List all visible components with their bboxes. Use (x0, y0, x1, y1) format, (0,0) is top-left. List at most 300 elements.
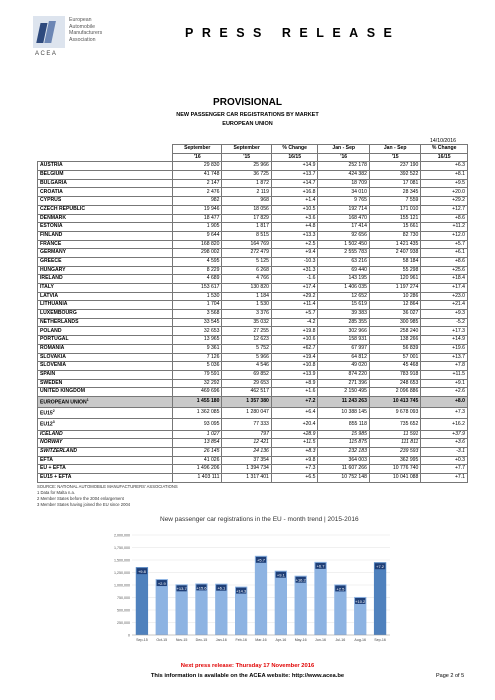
country-cell: HUNGARY (38, 266, 173, 275)
value-cell: 2 119 (222, 188, 271, 197)
value-cell: +9.4 (271, 249, 318, 258)
chart-bar (215, 584, 227, 635)
bar-data-label: +7.2 (376, 564, 385, 570)
value-cell: +19.6 (421, 344, 468, 353)
value-cell: 130 820 (222, 284, 271, 293)
value-cell: -1.6 (271, 275, 318, 284)
value-cell: 1 502 450 (318, 240, 369, 249)
value-cell: +8.6 (421, 257, 468, 266)
press-release-title: PRESS RELEASE (185, 26, 401, 40)
value-cell: 1 872 (222, 179, 271, 188)
value-cell: 8 229 (173, 266, 222, 275)
x-tick-label: Dec-15 (195, 638, 208, 642)
value-cell: +3.6 (271, 214, 318, 223)
value-cell: 24 136 (222, 447, 271, 456)
value-cell: 6 268 (222, 266, 271, 275)
value-cell: 45 468 (369, 362, 420, 371)
value-cell: 874 220 (318, 370, 369, 379)
bar-data-label: +9.8 (137, 568, 146, 574)
value-cell: 55 298 (369, 266, 420, 275)
x-tick-label: Apr-16 (275, 638, 287, 642)
table-row (38, 249, 468, 258)
value-cell: +29.2 (421, 197, 468, 206)
value-cell: 2 407 938 (369, 249, 420, 258)
value-cell: +8.3 (271, 447, 318, 456)
table-row (38, 205, 468, 214)
value-cell: +13.9 (271, 370, 318, 379)
col-header: % Change (421, 145, 468, 154)
value-cell: 12 652 (318, 292, 369, 301)
value-cell: 11 243 263 (318, 396, 369, 407)
value-cell: 69 440 (318, 266, 369, 275)
chart-bar (334, 584, 346, 635)
value-cell: 158 931 (318, 336, 369, 345)
table-row (38, 275, 468, 284)
value-cell: 258 240 (369, 327, 420, 336)
table-row (38, 310, 468, 319)
country-cell: IRELAND (38, 275, 173, 284)
value-cell: +4.8 (271, 223, 318, 232)
value-cell: 18 056 (222, 205, 271, 214)
col-header: September (173, 145, 222, 154)
country-cell: EU15 + EFTA (38, 473, 173, 482)
value-cell: +17.4 (421, 284, 468, 293)
value-cell: 19 946 (173, 205, 222, 214)
value-cell: 1 496 206 (173, 465, 222, 474)
table-row (38, 223, 468, 232)
value-cell: 77 333 (222, 419, 271, 430)
value-cell: 25 966 (222, 162, 271, 171)
acea-logo (33, 16, 193, 56)
table-row (38, 439, 468, 448)
report-subtitle: NEW PASSENGER CAR REGISTRATIONS BY MARKET (176, 112, 319, 118)
value-cell: +9.5 (421, 179, 468, 188)
table-row (38, 179, 468, 188)
value-cell: 469 696 (173, 388, 222, 397)
value-cell: +1.6 (271, 388, 318, 397)
country-cell: SLOVENIA (38, 362, 173, 371)
value-cell: 192 714 (318, 205, 369, 214)
value-cell: 362 995 (369, 456, 420, 465)
value-cell: 252 178 (318, 162, 369, 171)
value-cell: +1.4 (271, 197, 318, 206)
y-tick-label: 750,000 (117, 596, 130, 600)
value-cell: 2 555 783 (318, 249, 369, 258)
value-cell: 239 593 (369, 447, 420, 456)
value-cell: +6.1 (421, 249, 468, 258)
value-cell: +12.0 (421, 231, 468, 240)
value-cell: +23.0 (421, 292, 468, 301)
country-cell: UNITED KINGDOM (38, 388, 173, 397)
value-cell: 18 477 (173, 214, 222, 223)
table-row (38, 162, 468, 171)
value-cell: +7.2 (271, 396, 318, 407)
x-tick-label: Oct-15 (156, 638, 168, 642)
value-cell: 56 839 (369, 344, 420, 353)
registrations-table (37, 144, 468, 483)
value-cell: 10 752 148 (318, 473, 369, 482)
value-cell: 735 652 (369, 419, 420, 430)
table-row (38, 408, 468, 419)
value-cell: 36 725 (222, 171, 271, 180)
value-cell: +19.4 (271, 353, 318, 362)
value-cell: 34 010 (318, 188, 369, 197)
table-row (38, 197, 468, 206)
bar-data-label: +15.6 (196, 585, 207, 591)
country-cell: $EU12^3$ (38, 419, 173, 430)
value-cell: 12 421 (222, 439, 271, 448)
value-cell: +11.4 (271, 301, 318, 310)
country-cell: POLAND (38, 327, 173, 336)
chart-bar (195, 583, 207, 635)
country-cell: $EU15^2$ (38, 408, 173, 419)
country-cell: SPAIN (38, 370, 173, 379)
x-tick-label: Sep-15 (136, 638, 148, 642)
value-cell: 4 689 (173, 275, 222, 284)
value-cell: 17 829 (222, 214, 271, 223)
value-cell: 29 653 (222, 379, 271, 388)
value-cell: 10 413 745 (369, 396, 420, 407)
table-row (38, 188, 468, 197)
value-cell: +2.6 (421, 388, 468, 397)
x-tick-label: Mar-16 (255, 638, 267, 642)
value-cell: +8.9 (271, 379, 318, 388)
country-cell: ROMANIA (38, 344, 173, 353)
value-cell: 17 414 (318, 223, 369, 232)
chart-bar (235, 587, 247, 635)
month-trend-chart (100, 525, 400, 655)
value-cell: 11 607 266 (318, 465, 369, 474)
country-cell: AUSTRIA (38, 162, 173, 171)
value-cell: 8 515 (222, 231, 271, 240)
value-cell: 5 966 (222, 353, 271, 362)
bar-data-label: +10.2 (355, 598, 366, 604)
value-cell: +17.3 (421, 327, 468, 336)
country-cell: CYPRUS (38, 197, 173, 206)
chart-bar (156, 579, 168, 635)
next-release-note: Next press release: Thursday 17 November 2016 (180, 663, 315, 669)
report-date: 14/10/2016 (430, 138, 456, 144)
value-cell: 143 195 (318, 275, 369, 284)
value-cell: 1 406 035 (318, 284, 369, 293)
acea-logo-icon (33, 16, 65, 50)
value-cell: 41 748 (173, 171, 222, 180)
chart-bar (275, 571, 287, 635)
x-tick-label: Nov-15 (175, 638, 188, 642)
chart-bar (175, 584, 187, 635)
y-tick-label: 1,500,000 (114, 558, 130, 563)
value-cell: 12 864 (369, 301, 420, 310)
table-notes (37, 484, 178, 508)
value-cell: +0.3 (421, 456, 468, 465)
value-cell: 797 (222, 430, 271, 439)
value-cell: 111 811 (369, 439, 420, 448)
value-cell: 302 966 (318, 327, 369, 336)
table-row (38, 362, 468, 371)
value-cell: 1 394 734 (222, 465, 271, 474)
value-cell: 3 376 (222, 310, 271, 319)
bar-data-label: +2.5 (336, 586, 345, 592)
bar-data-label: +16.2 (295, 577, 306, 583)
country-cell: ESTONIA (38, 223, 173, 232)
value-cell: 168 820 (173, 240, 222, 249)
y-tick-label: 1,750,000 (114, 546, 130, 550)
country-cell: CROATIA (38, 188, 173, 197)
value-cell: 17 081 (369, 179, 420, 188)
value-cell: 2 147 (173, 179, 222, 188)
value-cell: +16.2 (421, 419, 468, 430)
table-row (38, 231, 468, 240)
table-row (38, 465, 468, 474)
value-cell: +19.8 (271, 327, 318, 336)
value-cell: -5.2 (421, 318, 468, 327)
y-tick-label: 500,000 (117, 608, 130, 613)
value-cell: +7.3 (421, 408, 468, 419)
footnote: 3 Member States having joined the EU since 2004 (37, 502, 131, 507)
value-cell: 300 985 (369, 318, 420, 327)
country-cell: CZECH REPUBLIC (38, 205, 173, 214)
value-cell: +9.8 (271, 456, 318, 465)
country-cell: LITHUANIA (38, 301, 173, 310)
value-cell: 33 545 (173, 318, 222, 327)
country-cell: GERMANY (38, 249, 173, 258)
country-cell: LUXEMBOURG (38, 310, 173, 319)
chart-bar (374, 562, 386, 635)
value-cell: +21.4 (421, 301, 468, 310)
bar-data-label: +6.7 (316, 563, 325, 569)
value-cell: +6.4 (271, 408, 318, 419)
country-cell: LATVIA (38, 292, 173, 301)
col-subheader: '16 (173, 153, 222, 162)
col-subheader: 16/15 (421, 153, 468, 162)
table-row (38, 430, 468, 439)
value-cell: 27 255 (222, 327, 271, 336)
value-cell: 28 345 (369, 188, 420, 197)
bar-data-label: +2.9 (157, 580, 166, 586)
value-cell: +6.5 (271, 473, 318, 482)
value-cell: 232 183 (318, 447, 369, 456)
value-cell: 10 041 088 (369, 473, 420, 482)
table-row (38, 456, 468, 465)
value-cell: 1 362 085 (173, 408, 222, 419)
value-cell: 1 817 (222, 223, 271, 232)
country-cell: SWITZERLAND (38, 447, 173, 456)
value-cell: 1 184 (222, 292, 271, 301)
value-cell: 69 852 (222, 370, 271, 379)
col-header: % Change (271, 145, 318, 154)
value-cell: 9 765 (318, 197, 369, 206)
country-cell: DENMARK (38, 214, 173, 223)
value-cell: 3 568 (173, 310, 222, 319)
value-cell: +11.5 (271, 439, 318, 448)
table-row (38, 214, 468, 223)
country-cell: EU + EFTA (38, 465, 173, 474)
bar-data-label: +14.3 (236, 588, 247, 594)
value-cell: 7 126 (173, 353, 222, 362)
value-cell: 1 317 401 (222, 473, 271, 482)
value-cell: +9.1 (421, 379, 468, 388)
value-cell: +8.6 (421, 214, 468, 223)
value-cell: 4 595 (173, 257, 222, 266)
acea-logo-text: ACEA (35, 51, 58, 57)
table-body (38, 162, 468, 482)
table-row (38, 292, 468, 301)
page-number: Page 2 of 5 (436, 673, 465, 679)
value-cell: 1 027 (173, 430, 222, 439)
country-cell: BELGIUM (38, 171, 173, 180)
value-cell: -3.1 (421, 447, 468, 456)
y-tick-label: 2,000,000 (114, 533, 130, 538)
value-cell: 26 145 (173, 447, 222, 456)
country-cell: BULGARIA (38, 179, 173, 188)
value-cell: 15 985 (318, 430, 369, 439)
table-row (38, 240, 468, 249)
source-note: SOURCE: NATIONAL AUTOMOBILE MANUFACTURERS' ASSOCIATIONS (37, 484, 178, 489)
value-cell: 171 010 (369, 205, 420, 214)
value-cell: 29 830 (173, 162, 222, 171)
value-cell: 1 357 380 (222, 396, 271, 407)
value-cell: 32 653 (173, 327, 222, 336)
value-cell: 36 027 (369, 310, 420, 319)
value-cell: 424 382 (318, 171, 369, 180)
table-row (38, 370, 468, 379)
x-tick-label: Jul-16 (335, 638, 346, 642)
value-cell: 15 619 (318, 301, 369, 310)
value-cell: +62.7 (271, 344, 318, 353)
value-cell: 79 591 (173, 370, 222, 379)
x-tick-label: Feb-16 (235, 638, 247, 642)
value-cell: 67 997 (318, 344, 369, 353)
country-cell: NORWAY (38, 439, 173, 448)
value-cell: +31.3 (271, 266, 318, 275)
chart-title: New passenger car registrations in the EU - month trend | 2015-2016 (160, 516, 359, 523)
table-row (38, 388, 468, 397)
value-cell: 7 559 (369, 197, 420, 206)
value-cell: +13.3 (271, 231, 318, 240)
footnote: 1 Data for Malta n.a. (37, 490, 75, 495)
table-row (38, 473, 468, 482)
value-cell: 13 854 (173, 439, 222, 448)
x-tick-label: Sep-16 (374, 638, 386, 642)
x-tick-label: Jan-16 (215, 638, 227, 642)
value-cell: 2 096 886 (369, 388, 420, 397)
value-cell: 2 150 495 (318, 388, 369, 397)
value-cell: 155 121 (369, 214, 420, 223)
country-cell: EFTA (38, 456, 173, 465)
org-name: European Automobile Manufacturers Association (69, 17, 103, 43)
value-cell: +7.1 (421, 473, 468, 482)
value-cell: +20.0 (421, 188, 468, 197)
country-cell: EUROPEAN UNION$^1$ (38, 396, 173, 407)
value-cell: 82 730 (369, 231, 420, 240)
value-cell: 35 032 (222, 318, 271, 327)
value-cell: 9 361 (173, 344, 222, 353)
footnote: 2 Member States before the 2004 enlargement (37, 496, 124, 501)
value-cell: -10.3 (271, 257, 318, 266)
value-cell: 4 766 (222, 275, 271, 284)
country-cell: FINLAND (38, 231, 173, 240)
value-cell: 18 709 (318, 179, 369, 188)
value-cell: 4 546 (222, 362, 271, 371)
value-cell: +14.9 (421, 336, 468, 345)
value-cell: 92 656 (318, 231, 369, 240)
value-cell: 15 661 (369, 223, 420, 232)
table-row (38, 336, 468, 345)
col-subheader: '16 (318, 153, 369, 162)
col-header: Jan - Sep (318, 145, 369, 154)
col-subheader: '15 (369, 153, 420, 162)
value-cell: +17.4 (271, 284, 318, 293)
value-cell: +29.2 (271, 292, 318, 301)
value-cell: 37 354 (222, 456, 271, 465)
table-row (38, 353, 468, 362)
value-cell: 1 280 047 (222, 408, 271, 419)
value-cell: 10 286 (369, 292, 420, 301)
value-cell: 2 476 (173, 188, 222, 197)
bar-data-label: +13.7 (176, 586, 187, 592)
value-cell: 93 095 (173, 419, 222, 430)
value-cell: 64 812 (318, 353, 369, 362)
value-cell: 10 776 740 (369, 465, 420, 474)
chart-bar (295, 576, 307, 635)
value-cell: 783 918 (369, 370, 420, 379)
value-cell: 5 125 (222, 257, 271, 266)
col-header: Jan - Sep (369, 145, 420, 154)
value-cell: 855 118 (318, 419, 369, 430)
value-cell: 1 455 180 (173, 396, 222, 407)
value-cell: +6.3 (421, 162, 468, 171)
bar-data-label: +6.1 (217, 585, 226, 591)
value-cell: +25.6 (421, 266, 468, 275)
value-cell: +10.8 (271, 362, 318, 371)
country-cell: GREECE (38, 257, 173, 266)
value-cell: 12 623 (222, 336, 271, 345)
x-tick-label: Aug-16 (354, 638, 367, 642)
y-tick-label: 0 (128, 633, 130, 638)
table-header-row (38, 145, 468, 154)
value-cell: +10.5 (271, 205, 318, 214)
table-header-row (38, 153, 468, 162)
value-cell: 13 965 (173, 336, 222, 345)
value-cell: 982 (173, 197, 222, 206)
value-cell: 153 617 (173, 284, 222, 293)
value-cell: 1 704 (173, 301, 222, 310)
y-tick-label: 1,250,000 (114, 571, 130, 575)
country-cell: FRANCE (38, 240, 173, 249)
value-cell: 57 001 (369, 353, 420, 362)
value-cell: 49 020 (318, 362, 369, 371)
table-row (38, 284, 468, 293)
value-cell: 392 522 (369, 171, 420, 180)
country-cell: PORTUGAL (38, 336, 173, 345)
value-cell: 1 530 (222, 301, 271, 310)
value-cell: 285 355 (318, 318, 369, 327)
value-cell: 58 184 (369, 257, 420, 266)
value-cell: 11 591 (369, 430, 420, 439)
value-cell: +14.7 (271, 179, 318, 188)
col-subheader: '15 (222, 153, 271, 162)
website-info: This information is available on the ACEA website: http://www.acea.be (150, 673, 345, 679)
value-cell: 115 875 (318, 439, 369, 448)
value-cell: 248 653 (369, 379, 420, 388)
value-cell: +11.5 (421, 370, 468, 379)
value-cell: 63 216 (318, 257, 369, 266)
value-cell: 1 905 (173, 223, 222, 232)
table-row (38, 419, 468, 430)
value-cell: +9.3 (421, 310, 468, 319)
value-cell: 237 190 (369, 162, 420, 171)
col-header: September (222, 145, 271, 154)
